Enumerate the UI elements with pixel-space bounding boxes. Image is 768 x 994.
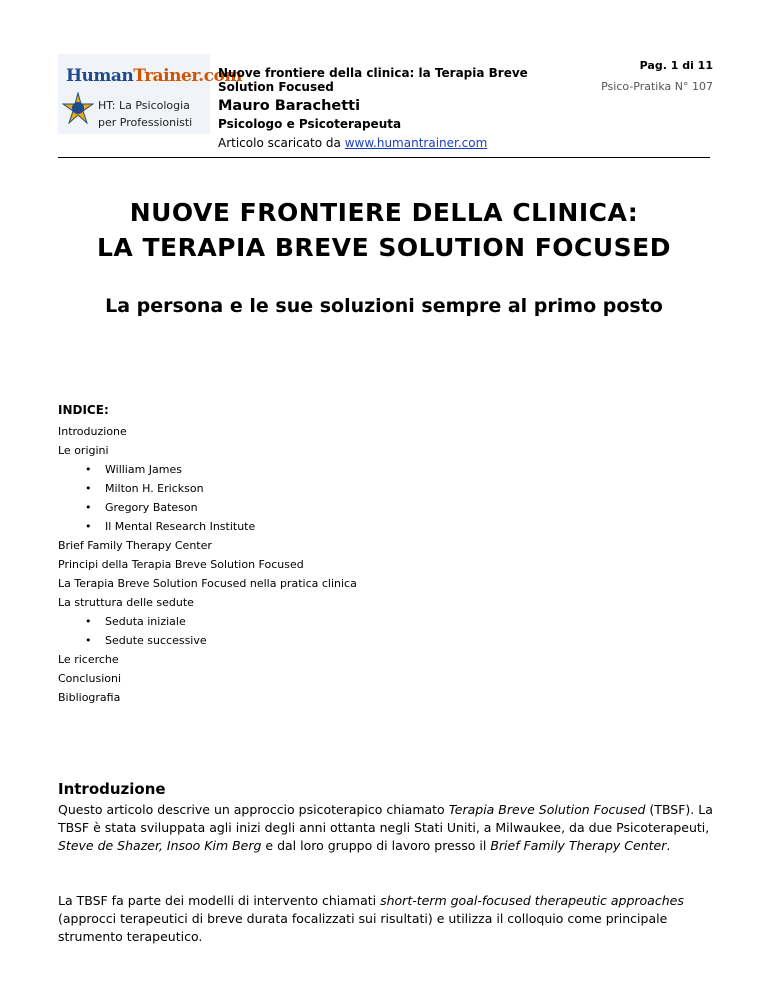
toc-item-label: William James: [105, 463, 183, 476]
page-number: Pag. 1 di 11: [639, 59, 713, 72]
logo-wordmark: [66, 66, 242, 86]
toc-item: Bibliografia: [58, 691, 121, 704]
toc-item: La Terapia Breve Solution Focused nella pratica clinica: [58, 577, 357, 590]
toc-item: [58, 612, 357, 631]
logo-tagline: [98, 97, 192, 131]
bullet-icon: •: [85, 615, 92, 628]
intro-paragraph-2: [58, 892, 718, 946]
toc-item: Brief Family Therapy Center: [58, 539, 212, 552]
section-heading-introduzione: Introduzione: [58, 780, 166, 798]
text-run: (TBSF). La TBSF è stata sviluppata agli inizi degli anni ottanta negli Stati Uniti, a Milwaukee, da due Psicoterapeuti,: [58, 802, 713, 835]
header-divider: [58, 157, 710, 158]
toc-item-label: Seduta iniziale: [105, 615, 186, 628]
author-role: Psicologo e Psicoterapeuta: [218, 117, 402, 131]
document-title-header: Nuove frontiere della clinica: la Terapia Breve Solution Focused: [218, 66, 528, 94]
star-icon: [62, 92, 94, 124]
logo-name-part1: Human: [66, 66, 134, 86]
source-line: [218, 136, 487, 150]
intro-paragraph-1: [58, 801, 718, 855]
article-subtitle: La persona e le sue soluzioni sempre al primo posto: [105, 295, 663, 317]
logo-tagline-line1: HT: La Psicologia: [98, 99, 190, 112]
issue-number: Psico-Pratika N° 107: [601, 80, 713, 93]
toc-item: Principi della Terapia Breve Solution Focused: [58, 558, 304, 571]
text-run: La TBSF fa parte dei modelli di intervento chiamati: [58, 893, 381, 908]
toc-item: [58, 479, 357, 498]
text-run: e dal loro gruppo di lavoro presso il: [261, 838, 491, 853]
logo: [58, 54, 242, 134]
bullet-icon: •: [85, 463, 92, 476]
toc-item: Conclusioni: [58, 672, 122, 685]
source-prefix: Articolo scaricato da: [218, 136, 345, 150]
toc-item: Le ricerche: [58, 653, 119, 666]
author-name: Mauro Barachetti: [218, 98, 361, 114]
toc-item: Le origini: [58, 444, 109, 457]
bullet-icon: •: [85, 501, 92, 514]
toc-item-label: Il Mental Research Institute: [105, 520, 256, 533]
text-run-italic: short-term goal-focused therapeutic approaches: [380, 893, 684, 908]
bullet-icon: •: [85, 482, 92, 495]
text-run-italic: Steve de Shazer, Insoo Kim Berg: [58, 838, 262, 853]
toc-item: [58, 498, 357, 517]
table-of-contents: [58, 422, 357, 707]
bullet-icon: •: [85, 634, 92, 647]
toc-item-label: Gregory Bateson: [105, 501, 198, 514]
toc-item: [58, 517, 357, 536]
toc-item: La struttura delle sedute: [58, 596, 194, 609]
article-title-line1: NUOVE FRONTIERE DELLA CLINICA:: [129, 198, 639, 227]
toc-item-label: Sedute successive: [105, 634, 207, 647]
logo-tagline-line2: per Professionisti: [98, 116, 193, 129]
toc-item-label: Milton H. Erickson: [105, 482, 204, 495]
text-run-italic: Terapia Breve Solution Focused: [448, 802, 646, 817]
text-run: .: [666, 838, 671, 853]
bullet-icon: •: [85, 520, 92, 533]
source-link[interactable]: www.humantrainer.com: [344, 136, 488, 150]
text-run: Questo articolo descrive un approccio psicoterapico chiamato: [58, 802, 449, 817]
toc-item: Introduzione: [58, 425, 127, 438]
article-title: [0, 195, 768, 265]
toc-item: [58, 460, 357, 479]
toc-heading: INDICE:: [58, 403, 109, 417]
article-title-line2: LA TERAPIA BREVE SOLUTION FOCUSED: [96, 233, 672, 262]
text-run: (approcci terapeutici di breve durata focalizzati sui risultati) e utilizza il colloquio come principale strumento terapeutico.: [58, 911, 668, 944]
toc-item: [58, 631, 357, 650]
text-run-italic: Brief Family Therapy Center: [490, 838, 667, 853]
logo-name-part2: Trainer.com: [133, 66, 242, 86]
